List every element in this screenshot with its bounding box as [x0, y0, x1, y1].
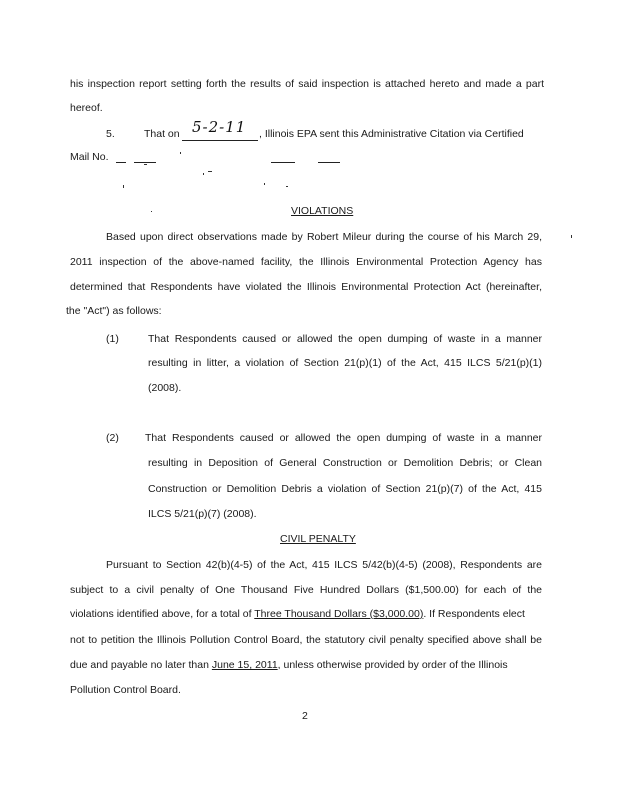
scan-speck — [264, 183, 265, 185]
penalty-line-4: not to petition the Illinois Pollution Control Board, the statutory civil penalty specified above shall be — [70, 634, 542, 646]
scan-speck — [123, 185, 124, 188]
body-line-2: hereof. — [70, 102, 103, 114]
mail-blank-3 — [271, 162, 295, 163]
violation-1-line-2: resulting in litter, a violation of Section 21(p)(1) of the Act, 415 ILCS 5/21(p)(1) — [148, 357, 542, 369]
penalty-line-3 — [70, 608, 525, 621]
penalty-due-date: June 15, 2011 — [211, 659, 278, 671]
scan-speck — [208, 171, 212, 172]
penalty-line-2: subject to a civil penalty of One Thousand Five Hundred Dollars ($1,500.00) for each of the — [70, 584, 542, 596]
violation-1-line-3: (2008). — [148, 382, 182, 394]
mail-blank-4 — [318, 162, 340, 163]
violations-intro-line-1: Based upon direct observations made by Robert Mileur during the course of his March 29, — [106, 231, 542, 243]
violations-intro-line-3: determined that Respondents have violated the Illinois Environmental Protection Act (hereinafter, — [70, 281, 542, 293]
violation-2-line-3: Construction or Demolition Debris a violation of Section 21(p)(7) of the Act, 415 — [148, 483, 542, 495]
scan-speck — [571, 235, 572, 238]
handwritten-date: 5-2-11 — [192, 118, 247, 136]
body-line-1: his inspection report setting forth the results of said inspection is attached hereto and made a part — [70, 78, 544, 90]
mail-blank-1 — [116, 162, 126, 163]
scan-speck — [180, 152, 181, 154]
item-5-number: 5. — [106, 128, 115, 140]
scan-speck — [144, 164, 147, 165]
violation-1-line-1: That Respondents caused or allowed the open dumping of waste in a manner — [148, 333, 542, 345]
scan-speck — [203, 173, 204, 175]
scan-speck — [151, 211, 152, 212]
violation-2-line-1: That Respondents caused or allowed the open dumping of waste in a manner — [145, 432, 542, 444]
violations-intro-line-2: 2011 inspection of the above-named facility, the Illinois Environmental Protection Agency has — [70, 256, 542, 268]
violations-intro-line-4: the "Act") as follows: — [66, 305, 162, 317]
penalty-line-3-pre: violations identified above, for a total of — [70, 608, 252, 620]
penalty-line-1: Pursuant to Section 42(b)(4-5) of the Act, 415 ILCS 5/42(b)(4-5) (2008), Respondents are — [106, 559, 542, 571]
penalty-line-6: Pollution Control Board. — [70, 684, 181, 696]
violation-2-line-2: resulting in Deposition of General Construction or Demolition Debris; or Clean — [148, 457, 542, 469]
date-blank-line — [182, 140, 258, 141]
civil-penalty-heading: CIVIL PENALTY — [280, 533, 356, 545]
mail-label: Mail No. — [70, 151, 109, 163]
violation-2-line-4: ILCS 5/21(p)(7) (2008). — [148, 508, 257, 520]
mail-blank-2 — [134, 162, 156, 163]
item-5-suffix: , Illinois EPA sent this Administrative Citation via Certified — [259, 128, 524, 140]
scan-speck — [286, 186, 288, 187]
penalty-line-5 — [70, 659, 508, 672]
page-number: 2 — [302, 710, 308, 722]
penalty-total: Three Thousand Dollars ($3,000.00) — [254, 608, 424, 620]
violations-heading: VIOLATIONS — [291, 205, 354, 217]
penalty-line-5-post: , unless otherwise provided by order of the Illinois — [277, 659, 508, 671]
violation-2-number: (2) — [106, 432, 119, 444]
item-5-prefix: That on — [144, 128, 180, 140]
penalty-line-5-pre: due and payable no later than — [70, 659, 209, 671]
penalty-line-3-post: . If Respondents elect — [423, 608, 525, 620]
violation-1-number: (1) — [106, 333, 119, 345]
